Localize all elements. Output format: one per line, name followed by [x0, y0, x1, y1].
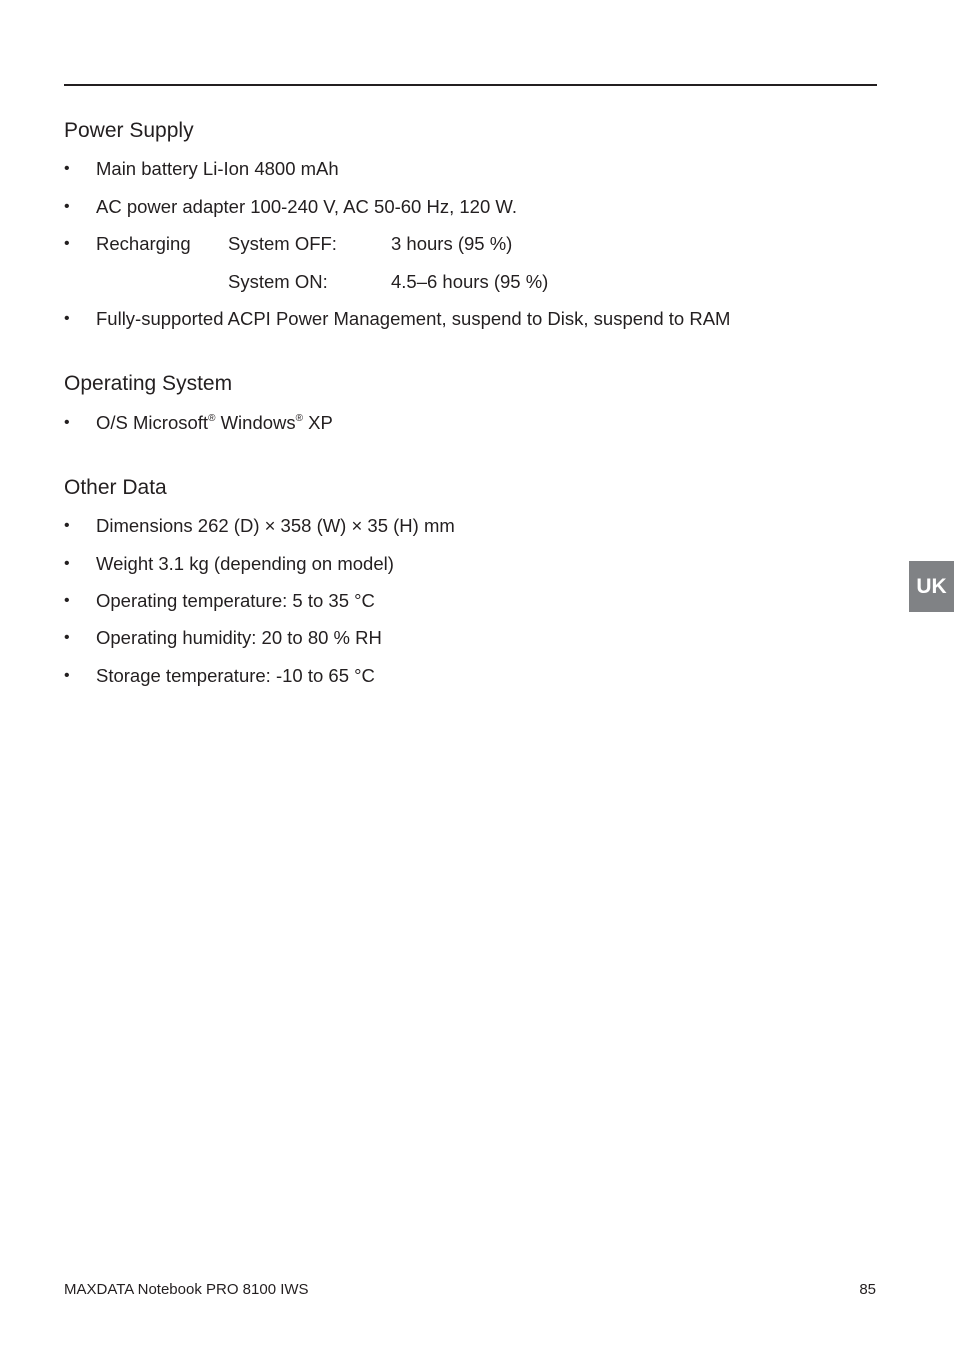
- item-text: Weight 3.1 kg (depending on model): [96, 553, 394, 574]
- recharging-label: Recharging: [96, 233, 191, 254]
- recharging-state: System OFF:: [228, 233, 337, 254]
- registered-mark: ®: [295, 412, 304, 424]
- item-text: AC power adapter 100-240 V, AC 50-60 Hz, 120 W.: [96, 196, 517, 217]
- footer-product-name: MAXDATA Notebook PRO 8100 IWS: [64, 1281, 309, 1298]
- item-text: Dimensions 262 (D) × 358 (W) × 35 (H) mm: [96, 515, 455, 536]
- item-text: Main battery Li-Ion 4800 mAh: [96, 158, 339, 179]
- top-rule: [64, 84, 877, 86]
- recharging-time: 4.5–6 hours (95 %): [391, 271, 549, 292]
- recharging-time: 3 hours (95 %): [391, 233, 513, 254]
- bullet-icon: •: [64, 517, 70, 534]
- item-text: Operating humidity: 20 to 80 % RH: [96, 627, 382, 648]
- os-mid: Windows: [215, 412, 296, 433]
- os-prefix: O/S Microsoft: [96, 412, 209, 433]
- bullet-icon: •: [64, 414, 70, 431]
- bullet-icon: •: [64, 592, 70, 609]
- heading-operating-system: Operating System: [64, 372, 233, 395]
- item-text: Fully-supported ACPI Power Management, suspend to Disk, suspend to RAM: [96, 308, 731, 329]
- registered-mark: ®: [208, 412, 216, 424]
- bullet-icon: •: [64, 629, 70, 646]
- item-text: [96, 410, 333, 436]
- language-tab-uk: UK: [909, 561, 954, 612]
- item-text: Operating temperature: 5 to 35 °C: [96, 590, 375, 611]
- bullet-icon: •: [64, 667, 70, 684]
- heading-power-supply: Power Supply: [64, 119, 194, 142]
- bullet-icon: •: [64, 310, 70, 327]
- footer-page-number: 85: [859, 1281, 876, 1298]
- recharging-state: System ON:: [228, 271, 328, 292]
- bullet-icon: •: [64, 555, 70, 572]
- bullet-icon: •: [64, 198, 70, 215]
- item-text: Storage temperature: -10 to 65 °C: [96, 665, 375, 686]
- bullet-icon: •: [64, 235, 70, 252]
- bullet-icon: •: [64, 160, 70, 177]
- os-suffix: XP: [303, 412, 333, 433]
- heading-other-data: Other Data: [64, 476, 167, 499]
